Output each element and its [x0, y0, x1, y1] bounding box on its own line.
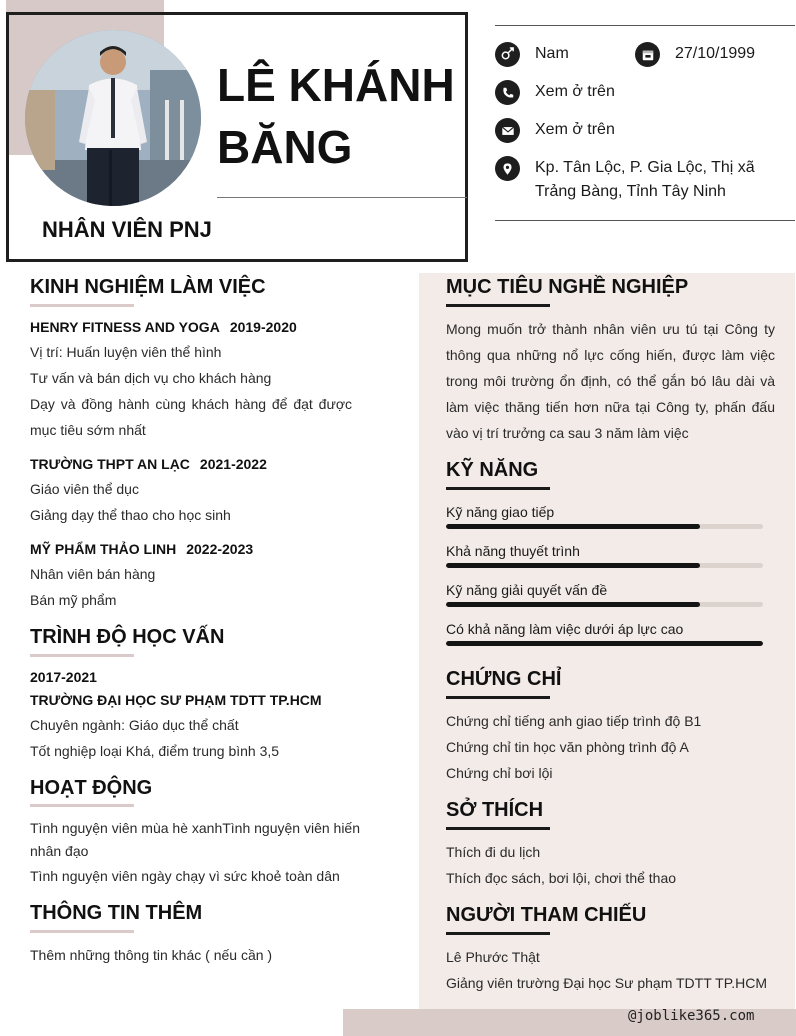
- experience-heading: KINH NGHIỆM LÀM VIỆC: [30, 276, 266, 298]
- certificate-1: Chứng chỉ tiếng anh giao tiếp trình độ B1: [446, 713, 702, 729]
- site-watermark: @joblike365.com: [628, 1008, 755, 1024]
- job-3-line-1: Nhân viên bán hàng: [30, 566, 156, 582]
- activities-underline: [30, 804, 134, 807]
- skill-2-label: Khả năng thuyết trình: [446, 543, 580, 559]
- skill-3-label: Kỹ năng giải quyết vấn đề: [446, 582, 608, 598]
- gender-value: Nam: [535, 45, 569, 62]
- job-1-header: [30, 319, 297, 335]
- extra-info-text: Thêm những thông tin khác ( nếu cần ): [30, 947, 273, 963]
- job-1-company: HENRY FITNESS AND YOGA: [30, 319, 220, 335]
- objective-text: Mong muốn trở thành nhân viên ưu tú tại Công ty thông qua những nổ lực cống hiến, được làm việc trong môi trường ổn định, có thể gắn bó lâu dài và làm việc thăng tiến hơn nữa tại Công ty, phấn đấu vào vị trí trưởng ca sau 3 năm làm việc: [446, 321, 775, 441]
- skill-2-bar: [446, 563, 763, 568]
- activities-line-1: Tình nguyện viên mùa hè xanhTình nguyện viên hiến nhân đạo: [30, 820, 361, 859]
- extra-info-underline: [30, 930, 134, 933]
- job-3-company: MỸ PHẨM THẢO LINH: [30, 541, 177, 557]
- objective-heading: MỤC TIÊU NGHỀ NGHIỆP: [446, 276, 689, 298]
- hobby-1: Thích đi du lịch: [446, 844, 541, 860]
- hobbies-heading: SỞ THÍCH: [446, 799, 544, 821]
- job-1-period: 2019-2020: [229, 319, 297, 335]
- phone-icon: [495, 80, 520, 105]
- contact-phone[interactable]: [495, 80, 615, 105]
- phone-value: Xem ở trên: [535, 83, 615, 100]
- education-heading: TRÌNH ĐỘ HỌC VẤN: [30, 626, 225, 648]
- job-2-company: TRƯỜNG THPT AN LẠC: [30, 456, 190, 472]
- job-1-line-1: Vị trí: Huấn luyện viên thể hình: [30, 344, 222, 360]
- certificate-3: Chứng chỉ bơi lội: [446, 765, 553, 781]
- skill-4-bar: [446, 641, 763, 646]
- email-value: Xem ở trên: [535, 121, 615, 138]
- name-line-1: LÊ KHÁNH: [217, 59, 455, 111]
- job-1-line-3: Dạy và đồng hành cùng khách hàng để đạt được mục tiêu sớm nhất: [30, 396, 352, 438]
- contact-gender: [495, 42, 569, 67]
- references-heading: NGƯỜI THAM CHIẾU: [446, 904, 647, 926]
- job-2-line-1: Giáo viên thể dục: [30, 481, 139, 497]
- education-line-2: Tốt nghiệp loại Khá, điểm trung bình 3,5: [30, 743, 280, 759]
- education-underline: [30, 654, 134, 657]
- skill-1-fill: [446, 524, 700, 529]
- references-underline: [446, 932, 550, 935]
- job-3-header: [30, 541, 253, 557]
- extra-info-heading: THÔNG TIN THÊM: [30, 902, 203, 924]
- address-line-2: Trảng Bàng, Tỉnh Tây Ninh: [535, 183, 726, 200]
- certificate-2: Chứng chỉ tin học văn phòng trình độ A: [446, 739, 689, 755]
- skill-1-bar: [446, 524, 763, 529]
- job-3-period: 2022-2023: [186, 541, 254, 557]
- skill-2-fill: [446, 563, 700, 568]
- job-2-header: [30, 456, 267, 472]
- hobby-2: Thích đọc sách, bơi lội, chơi thể thao: [446, 870, 677, 886]
- contact-top-rule: [495, 25, 795, 26]
- education-school: TRƯỜNG ĐẠI HỌC SƯ PHẠM TDTT TP.HCM: [30, 692, 322, 708]
- job-2-line-2: Giảng dạy thể thao cho học sinh: [30, 507, 231, 523]
- name-divider: [217, 197, 467, 198]
- certificates-underline: [446, 696, 550, 699]
- contact-address: [495, 156, 755, 204]
- experience-underline: [30, 304, 134, 307]
- skill-3-bar: [446, 602, 763, 607]
- job-2-period: 2021-2022: [199, 456, 267, 472]
- address-value: [535, 156, 755, 204]
- skill-3-fill: [446, 602, 700, 607]
- profile-photo: [25, 30, 201, 206]
- name-line-2: BĂNG: [217, 121, 353, 173]
- skill-1-label: Kỹ năng giao tiếp: [446, 504, 555, 520]
- education-line-1: Chuyên ngành: Giáo dục thể chất: [30, 717, 239, 733]
- reference-position: Giảng viên trường Đại học Sư phạm TDTT TP.HCM: [446, 975, 768, 991]
- skill-4-fill: [446, 641, 763, 646]
- contact-email[interactable]: [495, 118, 615, 143]
- activities-line-2: Tình nguyện viên ngày chạy vì sức khoẻ toàn dân: [30, 868, 340, 884]
- address-line-1: Kp. Tân Lộc, P. Gia Lộc, Thị xã: [535, 159, 755, 176]
- gender-icon: [495, 42, 520, 67]
- skills-heading: KỸ NĂNG: [446, 459, 539, 481]
- birthday-value: 27/10/1999: [675, 45, 756, 62]
- objective-underline: [446, 304, 550, 307]
- location-pin-icon: [495, 156, 520, 181]
- job-3-line-2: Bán mỹ phẩm: [30, 592, 117, 608]
- education-period: 2017-2021: [30, 669, 97, 685]
- contact-bottom-rule: [495, 220, 795, 221]
- email-icon: [495, 118, 520, 143]
- job-title: NHÂN VIÊN PNJ: [42, 217, 212, 242]
- job-1-line-2: Tư vấn và bán dịch vụ cho khách hàng: [30, 370, 272, 386]
- hobbies-underline: [446, 827, 550, 830]
- reference-name: Lê Phước Thật: [446, 949, 540, 965]
- skills-underline: [446, 487, 550, 490]
- skill-4-label: Có khả năng làm việc dưới áp lực cao: [446, 621, 684, 637]
- calendar-icon: [635, 42, 660, 67]
- activities-heading: HOẠT ĐỘNG: [30, 777, 153, 799]
- certificates-heading: CHỨNG CHỈ: [446, 668, 562, 690]
- candidate-name: [217, 54, 457, 178]
- contact-birthday: [635, 42, 755, 67]
